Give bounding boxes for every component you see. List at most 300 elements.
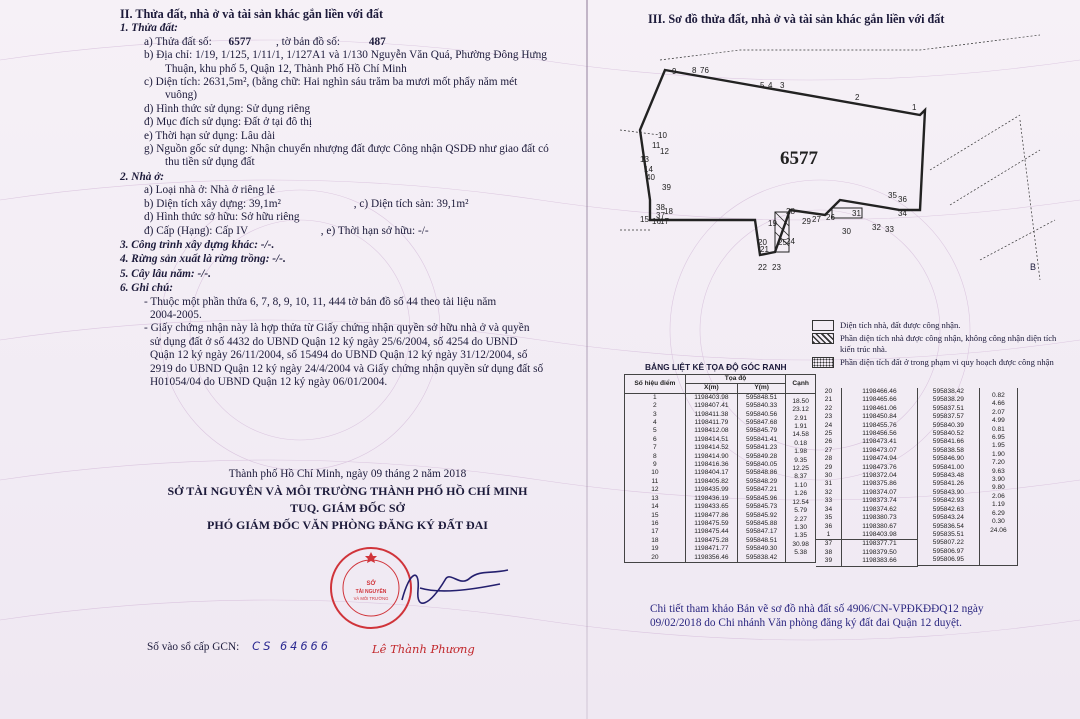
svg-text:18: 18 <box>664 207 673 216</box>
svg-text:4: 4 <box>768 81 773 90</box>
point-x: 1198373.74 <box>841 497 917 505</box>
reference-note-line-2: 09/02/2018 do Chi nhánh Văn phòng đăng ký đất đai Quận 12 duyệt. <box>650 617 962 629</box>
point-x: 1198356.46 <box>685 554 737 563</box>
point-no: 13 <box>625 495 686 503</box>
edge-length: 24.06 <box>979 527 1017 535</box>
note-line-7: H01054/04 do UBND Quận 12 ký ngày 06/01/2004. <box>150 375 388 388</box>
point-x: 1198374.62 <box>841 506 917 514</box>
edge-length: 12.54 <box>786 499 816 507</box>
tuq-title: TUQ. GIÁM ĐỐC SỞ <box>290 501 405 515</box>
edge-length <box>979 552 1017 560</box>
point-x: 1198416.36 <box>685 461 737 469</box>
note-line-2: 2004-2005. <box>150 308 202 321</box>
point-y: 595841.23 <box>738 444 786 452</box>
point-y: 595838.42 <box>738 554 786 563</box>
table-row <box>816 464 918 472</box>
svg-text:26: 26 <box>826 213 835 222</box>
point-no: 21 <box>816 396 841 404</box>
point-y: 595848.86 <box>738 469 786 477</box>
edge-length: 2.27 <box>786 516 816 524</box>
point-no: 31 <box>816 480 841 488</box>
point-x: 1198380.67 <box>841 523 917 531</box>
point-y: 595845.88 <box>738 520 786 528</box>
edge-length: 0.18 <box>786 440 816 448</box>
point-no: 3 <box>625 411 686 419</box>
land-heading: 1. Thửa đất: <box>120 22 178 35</box>
point-no: 38 <box>816 549 841 557</box>
deputy-title: PHÓ GIÁM ĐỐC VĂN PHÒNG ĐĂNG KÝ ĐẤT ĐAI <box>207 518 488 532</box>
note-line-1: - Thuộc một phần thửa 6, 7, 8, 9, 10, 11, 444 tờ bản đồ số 44 theo tài liệu năm <box>144 295 497 308</box>
parcel-value: 6577 <box>228 35 252 48</box>
edge-length: 2.91 <box>786 415 816 423</box>
point-x: 1198475.59 <box>685 520 737 528</box>
perennial-trees: 5. Cây lâu năm: -/-. <box>120 267 212 280</box>
signer-name: Lê Thành Phương <box>372 642 475 656</box>
table-row <box>918 388 1018 396</box>
svg-text:36: 36 <box>898 195 907 204</box>
section-2-title: II. Thửa đất, nhà ở và tài sản khác gắn liền với đất <box>120 7 384 21</box>
edge-length: 7.20 <box>979 459 1017 467</box>
point-y: 595845.92 <box>738 512 786 520</box>
point-no: 20 <box>625 554 686 563</box>
coord-table-b-edges <box>918 388 1018 566</box>
edge-length: 12.25 <box>786 465 816 473</box>
point-x: 1198383.66 <box>841 557 917 566</box>
edge-length: 1.30 <box>786 524 816 532</box>
section-3-title: III. Sơ đồ thửa đất, nhà ở và tài sản khác gắn liền với đất <box>648 12 945 26</box>
edge-length: 8.37 <box>786 473 816 481</box>
edge-length: 6.95 <box>979 434 1017 442</box>
legend-item-hatch <box>812 333 1062 355</box>
map-sheet-value: 487 <box>368 35 386 48</box>
house-area-line <box>120 198 575 211</box>
svg-text:35: 35 <box>888 191 897 200</box>
point-y: 595806.97 <box>918 548 979 556</box>
issuing-org: SỞ TÀI NGUYÊN VÀ MÔI TRƯỜNG THÀNH PHỐ HỒ CHÍ MINH <box>167 484 528 498</box>
point-no: 10 <box>625 469 686 477</box>
point-x: 1198411.38 <box>685 411 737 419</box>
edge-length <box>979 535 1017 543</box>
table-row <box>816 405 918 413</box>
house-type-line: a) Loại nhà ở: Nhà ở riêng lẻ <box>144 184 275 197</box>
construction-area: b) Diện tích xây dựng: 39,1m² <box>144 197 281 210</box>
svg-text:39: 39 <box>662 183 671 192</box>
svg-text:38: 38 <box>656 203 665 212</box>
svg-text:25: 25 <box>778 238 787 247</box>
map-sheet-label: , tờ bản đồ số: <box>275 35 340 48</box>
edge-length: 9.35 <box>786 457 816 465</box>
parcel-map <box>600 30 1060 325</box>
point-y: 595843.90 <box>918 489 979 497</box>
point-no: 34 <box>816 506 841 514</box>
coord-table-b <box>816 388 918 567</box>
point-y: 595846.90 <box>918 455 979 463</box>
planted-forest: 4. Rừng sản xuất là rừng trồng: -/-. <box>120 253 286 266</box>
parcel-number-line <box>120 36 575 49</box>
edge-length: 0.81 <box>979 426 1017 434</box>
point-y: 595848.51 <box>738 537 786 545</box>
point-no: 33 <box>816 497 841 505</box>
point-no: 14 <box>625 503 686 511</box>
svg-text:15: 15 <box>640 215 649 224</box>
point-no: 20 <box>816 388 841 396</box>
area-line-2: vuông) <box>165 89 198 102</box>
point-y: 595837.51 <box>918 405 979 413</box>
svg-text:11: 11 <box>652 141 661 150</box>
edge-length: 1.35 <box>786 532 816 540</box>
svg-text:23: 23 <box>772 263 781 272</box>
svg-text:9: 9 <box>672 67 677 76</box>
point-x: 1198473.76 <box>841 464 917 472</box>
table-row <box>816 549 918 557</box>
other-construction: 3. Công trình xây dựng khác: -/-. <box>120 238 275 251</box>
point-y: 595836.54 <box>918 523 979 531</box>
col-x: X(m) <box>685 384 737 393</box>
svg-text:28: 28 <box>786 207 795 216</box>
edge-length: 14.58 <box>786 431 816 439</box>
point-y: 595838.58 <box>918 447 979 455</box>
point-x: 1198414.90 <box>685 453 737 461</box>
point-no: 23 <box>816 413 841 421</box>
area-line-1: c) Diện tích: 2631,5m², (bằng chữ: Hai nghìn sáu trăm ba mươi mốt phẩy năm mét <box>144 76 518 89</box>
svg-text:17: 17 <box>660 217 669 226</box>
point-y: 595835.51 <box>918 531 979 539</box>
point-no: 17 <box>625 528 686 536</box>
gcn-value: CS 64666 <box>252 640 331 653</box>
edge-length: 1.10 <box>786 482 816 490</box>
table-row <box>816 422 918 430</box>
col-point-no: Số hiệu điểm <box>625 375 686 394</box>
point-y: 595847.21 <box>738 486 786 494</box>
ownership-term: , e) Thời hạn sở hữu: -/- <box>320 224 429 237</box>
point-y: 595838.42 <box>918 388 979 396</box>
point-y: 595848.51 <box>738 393 786 402</box>
svg-text:TÀI NGUYÊN: TÀI NGUYÊN <box>355 589 387 595</box>
point-y: 595837.57 <box>918 413 979 421</box>
point-y: 595840.05 <box>738 461 786 469</box>
svg-text:16: 16 <box>652 217 661 226</box>
svg-text:12: 12 <box>660 147 669 156</box>
point-x: 1198477.86 <box>685 512 737 520</box>
svg-text:76: 76 <box>700 66 709 75</box>
point-y: 595847.68 <box>738 419 786 427</box>
svg-text:3: 3 <box>780 81 785 90</box>
table-row <box>816 388 918 396</box>
point-no: 18 <box>625 537 686 545</box>
point-y: 595840.33 <box>738 402 786 410</box>
edge-length: 4.99 <box>979 417 1017 425</box>
svg-text:27: 27 <box>812 215 821 224</box>
note-line-3: - Giấy chứng nhận này là hợp thửa từ Giấy chứng nhận quyền sở hữu nhà ở và quyền <box>144 322 530 335</box>
point-x: 1198380.73 <box>841 514 917 522</box>
legend-swatch-plain <box>812 320 834 331</box>
svg-text:19: 19 <box>768 219 777 228</box>
svg-text:10: 10 <box>658 131 667 140</box>
edge-length: 0.30 <box>979 518 1017 526</box>
parcel-label: a) Thửa đất số: <box>144 35 212 48</box>
use-purpose-line: đ) Mục đích sử dụng: Đất ở tại đô thị <box>144 116 313 129</box>
table-row <box>816 396 918 404</box>
point-no: 11 <box>625 478 686 486</box>
point-y: 595843.48 <box>918 472 979 480</box>
point-no: 25 <box>816 430 841 438</box>
svg-text:20: 20 <box>758 238 767 247</box>
point-x: 1198403.98 <box>841 531 917 540</box>
point-no: 9 <box>625 461 686 469</box>
point-x: 1198433.65 <box>685 503 737 511</box>
svg-text:8: 8 <box>692 66 697 75</box>
edge-length: 18.50 <box>786 397 816 406</box>
point-no: 6 <box>625 436 686 444</box>
edge-length: 9.80 <box>979 484 1017 492</box>
edge-length <box>979 543 1017 551</box>
edge-length: 23.12 <box>786 406 816 414</box>
reference-note <box>650 602 1060 630</box>
coord-table-a <box>624 374 816 563</box>
table-row <box>816 447 918 455</box>
marker-b: B <box>1030 262 1037 272</box>
point-no: 27 <box>816 447 841 455</box>
point-no: 30 <box>816 472 841 480</box>
svg-text:34: 34 <box>898 209 907 218</box>
legend-text-2: Phần diện tích nhà được công nhận, không công nhận diện tích kiến trúc nhà. <box>840 333 1057 354</box>
col-y: Y(m) <box>738 384 786 393</box>
point-x: 1198414.52 <box>685 444 737 452</box>
point-no: 26 <box>816 438 841 446</box>
legend-swatch-hatch <box>812 333 834 344</box>
origin-line-2: thu tiền sử dụng đất <box>165 156 255 169</box>
point-x: 1198375.86 <box>841 480 917 488</box>
table-row <box>816 430 918 438</box>
point-y: 595807.22 <box>918 539 979 547</box>
point-x: 1198474.94 <box>841 455 917 463</box>
origin-line-1: g) Nguồn gốc sử dụng: Nhận chuyển nhượng đất được Công nhận QSDĐ như giao đất có <box>144 143 549 156</box>
point-x: 1198461.06 <box>841 405 917 413</box>
point-x: 1198411.79 <box>685 419 737 427</box>
svg-text:1: 1 <box>912 103 917 112</box>
point-y: 595840.56 <box>738 411 786 419</box>
svg-text:21: 21 <box>760 245 769 254</box>
edge-length <box>979 560 1017 569</box>
point-no: 19 <box>625 545 686 553</box>
point-x: 1198473.41 <box>841 438 917 446</box>
table-row <box>816 557 918 566</box>
svg-text:14: 14 <box>644 165 653 174</box>
point-x: 1198475.28 <box>685 537 737 545</box>
point-x: 1198414.51 <box>685 436 737 444</box>
point-no: 37 <box>816 540 841 549</box>
edge-length: 30.98 <box>786 541 816 549</box>
point-x: 1198372.04 <box>841 472 917 480</box>
point-y: 595845.96 <box>738 495 786 503</box>
point-no: 24 <box>816 422 841 430</box>
table-row <box>625 393 816 402</box>
legend-item-dot <box>812 357 1062 368</box>
table-row <box>816 506 918 514</box>
note-line-4: sử dụng đất ở số 4432 do UBND Quận 12 ký ngày 25/6/2004, số 4254 do UBND <box>150 335 518 348</box>
col-edge: Cạnh <box>786 375 816 394</box>
point-y: 595841.26 <box>918 480 979 488</box>
point-no: 29 <box>816 464 841 472</box>
table-row <box>816 514 918 522</box>
point-x: 1198475.44 <box>685 528 737 536</box>
point-no: 35 <box>816 514 841 522</box>
edge-length: 1.26 <box>786 490 816 498</box>
legend-swatch-dot <box>812 357 834 368</box>
point-x: 1198379.50 <box>841 549 917 557</box>
gcn-register-line <box>147 640 331 653</box>
note-line-6: 2919 do UBND Quận 12 ký ngày 24/4/2004 và Giấy chứng nhận quyền sử dụng đất số <box>150 362 544 375</box>
edge-length: 5.79 <box>786 507 816 515</box>
svg-text:VÀ MÔI TRƯỜNG: VÀ MÔI TRƯỜNG <box>353 596 389 601</box>
point-x: 1198466.46 <box>841 388 917 396</box>
point-no: 32 <box>816 489 841 497</box>
use-form-line: d) Hình thức sử dụng: Sử dụng riêng <box>144 102 311 115</box>
point-x: 1198405.82 <box>685 478 737 486</box>
address-line-2: Thuận, khu phố 5, Quận 12, Thành Phố Hồ Chí Minh <box>165 62 407 75</box>
point-no: 15 <box>625 512 686 520</box>
point-y: 595847.17 <box>738 528 786 536</box>
point-y: 595848.29 <box>738 478 786 486</box>
point-y: 595806.95 <box>918 556 979 565</box>
point-x: 1198407.41 <box>685 402 737 410</box>
point-y: 595841.41 <box>738 436 786 444</box>
point-x: 1198412.08 <box>685 427 737 435</box>
address-line-1: b) Địa chỉ: 1/19, 1/125, 1/11/1, 1/127A1 và 1/130 Nguyễn Văn Quá, Phường Đông Hưng <box>144 49 547 62</box>
point-no: 8 <box>625 453 686 461</box>
point-y: 595841.66 <box>918 438 979 446</box>
edge-length: 1.98 <box>786 448 816 456</box>
svg-text:22: 22 <box>758 263 767 272</box>
edge-length: 2.06 <box>979 493 1017 501</box>
svg-text:32: 32 <box>872 223 881 232</box>
point-y: 595840.52 <box>918 430 979 438</box>
point-y: 595838.29 <box>918 396 979 404</box>
point-no: 22 <box>816 405 841 413</box>
point-no: 7 <box>625 444 686 452</box>
point-x: 1198473.07 <box>841 447 917 455</box>
point-y: 595841.00 <box>918 464 979 472</box>
table-row <box>816 438 918 446</box>
house-grade-line <box>120 225 575 238</box>
point-x: 1198436.19 <box>685 495 737 503</box>
legend-item-recognized <box>812 320 1062 331</box>
floor-area: , c) Diện tích sàn: 39,1m² <box>353 197 469 210</box>
edge-length: 0.82 <box>979 392 1017 400</box>
point-y: 595843.24 <box>918 514 979 522</box>
svg-text:13: 13 <box>640 155 649 164</box>
point-y: 595849.28 <box>738 453 786 461</box>
point-y: 595845.79 <box>738 427 786 435</box>
notes-heading: 6. Ghi chú: <box>120 282 174 295</box>
point-x: 1198465.66 <box>841 396 917 404</box>
point-no: 4 <box>625 419 686 427</box>
point-x: 1198374.07 <box>841 489 917 497</box>
edge-length: 1.19 <box>979 501 1017 509</box>
coord-table-title: BẢNG LIỆT KÊ TỌA ĐỘ GÓC RANH <box>645 362 787 372</box>
point-x: 1198455.76 <box>841 422 917 430</box>
point-y: 595842.93 <box>918 497 979 505</box>
page-fold <box>586 0 588 719</box>
ownership-form-line: d) Hình thức sở hữu: Sở hữu riêng <box>144 211 300 224</box>
svg-text:29: 29 <box>802 217 811 226</box>
point-no: 28 <box>816 455 841 463</box>
edge-length: 9.63 <box>979 468 1017 476</box>
table-row <box>816 497 918 505</box>
gcn-label: Số vào sổ cấp GCN: <box>147 641 240 653</box>
point-y: 595845.73 <box>738 503 786 511</box>
house-grade: đ) Cấp (Hạng): Cấp IV <box>144 224 248 237</box>
table-row <box>816 489 918 497</box>
reference-note-line-1: Chi tiết tham khảo Bản vẽ sơ đồ nhà đất số 4906/CN-VPĐKĐĐQ12 ngày <box>650 603 984 615</box>
svg-text:40: 40 <box>646 173 655 182</box>
point-x: 1198403.98 <box>685 393 737 402</box>
table-row <box>816 455 918 463</box>
svg-text:31: 31 <box>852 209 861 218</box>
point-no: 1 <box>816 531 841 540</box>
point-no: 36 <box>816 523 841 531</box>
point-no: 5 <box>625 427 686 435</box>
legend-text-1: Diện tích nhà, đất được công nhận. <box>840 320 961 330</box>
point-y: 595849.30 <box>738 545 786 553</box>
point-no: 2 <box>625 402 686 410</box>
edge-length: 6.29 <box>979 510 1017 518</box>
table-row <box>816 540 918 549</box>
point-x: 1198435.99 <box>685 486 737 494</box>
point-y: 595840.39 <box>918 422 979 430</box>
table-row <box>816 523 918 531</box>
svg-text:SỞ: SỞ <box>366 581 376 587</box>
edge-length: 1.91 <box>786 423 816 431</box>
edge-length: 5.38 <box>786 549 816 557</box>
svg-text:33: 33 <box>885 225 894 234</box>
note-line-5: Quận 12 ký ngày 26/11/2004, số 15494 do UBND Quận 12 ký ngày 31/12/2004, số <box>150 349 528 362</box>
table-row <box>816 413 918 421</box>
parcel-number: 6577 <box>780 148 818 169</box>
point-x: 1198404.17 <box>685 469 737 477</box>
map-legend <box>812 320 1062 370</box>
svg-text:5: 5 <box>760 81 765 90</box>
edge-length: 1.90 <box>979 451 1017 459</box>
svg-text:30: 30 <box>842 227 851 236</box>
edge-length: 4.66 <box>979 400 1017 408</box>
table-row <box>816 531 918 540</box>
legend-text-3: Phần diện tích đất ở trong phạm vi quy hoạch được công nhận <box>840 357 1054 367</box>
point-no: 12 <box>625 486 686 494</box>
edge-length <box>786 558 816 567</box>
svg-text:37: 37 <box>656 211 665 220</box>
point-x: 1198471.77 <box>685 545 737 553</box>
svg-text:2: 2 <box>855 93 860 102</box>
handwritten-signature <box>390 560 520 610</box>
point-no: 39 <box>816 557 841 566</box>
point-y: 595842.63 <box>918 506 979 514</box>
point-x: 1198456.56 <box>841 430 917 438</box>
edge-length: 1.95 <box>979 442 1017 450</box>
point-no: 16 <box>625 520 686 528</box>
left-column <box>120 8 575 389</box>
edge-length: 2.07 <box>979 409 1017 417</box>
use-term-line: e) Thời hạn sử dụng: Lâu dài <box>144 129 276 142</box>
point-x: 1198450.84 <box>841 413 917 421</box>
svg-text:24: 24 <box>786 237 795 246</box>
point-no: 1 <box>625 393 686 402</box>
point-x: 1198377.71 <box>841 540 917 549</box>
issue-date: Thành phố Hồ Chí Minh, ngày 09 tháng 2 năm 2018 <box>228 468 467 480</box>
table-row <box>816 480 918 488</box>
edge-length: 3.90 <box>979 476 1017 484</box>
col-coord: Tọa độ <box>685 375 786 384</box>
